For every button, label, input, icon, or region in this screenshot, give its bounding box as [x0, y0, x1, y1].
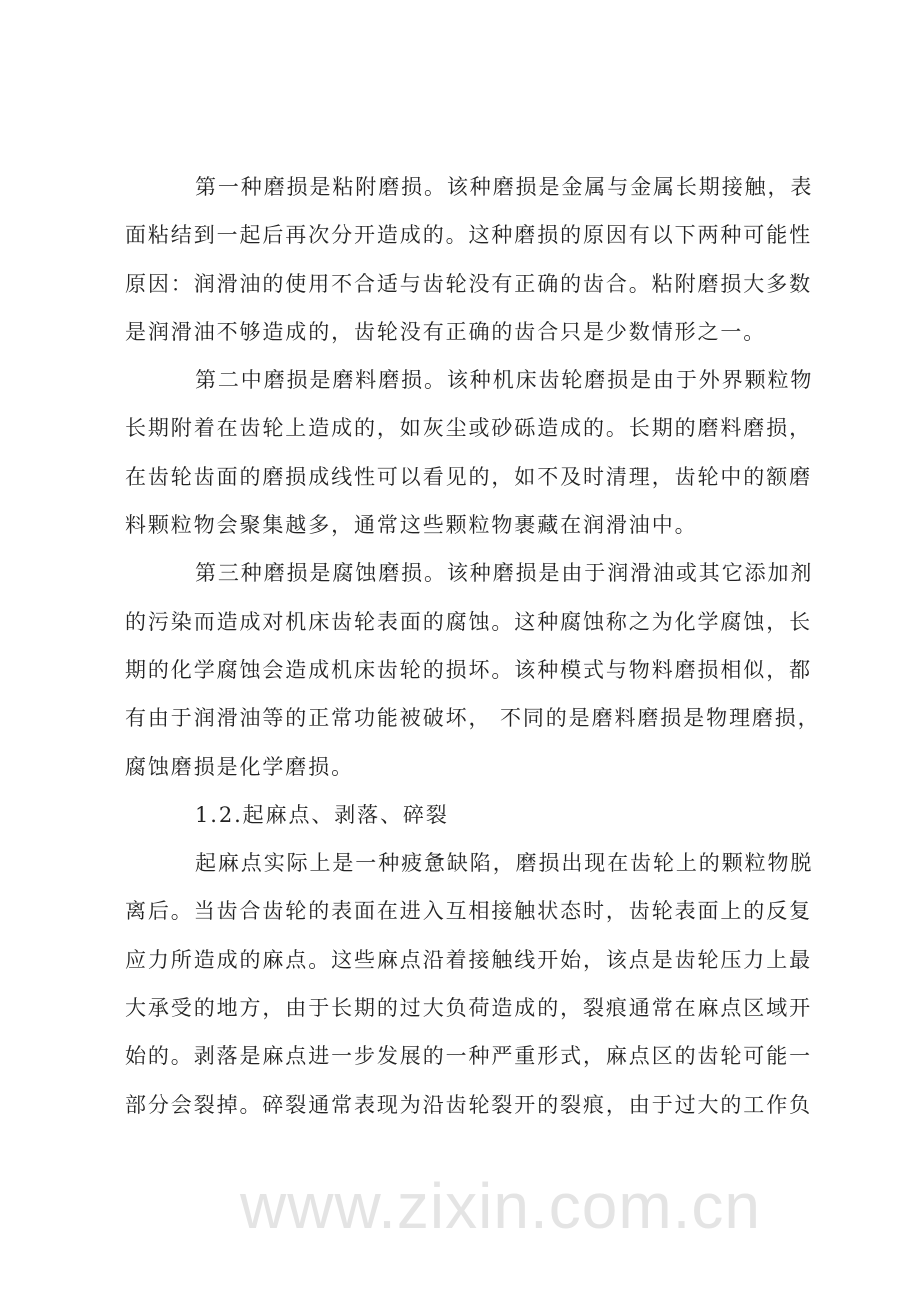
text-line: 面粘结到一起后再次分开造成的。这种磨损的原因有以下两种可能性 [125, 223, 812, 248]
text-line: 起麻点实际上是一种疲惫缺陷，磨损出现在齿轮上的颗粒物脱 [195, 851, 814, 876]
paragraph-pitting [125, 839, 845, 1129]
text-line: 大承受的地方，由于长期的过大负荷造成的，裂痕通常在麻点区域开 [125, 996, 812, 1021]
text-line: 有由于润滑油等的正常功能被破坏， 不同的是磨料磨损是物理磨损， [125, 706, 821, 731]
section-heading [125, 791, 845, 839]
text-line: 的污染而造成对机床齿轮表面的腐蚀。这种腐蚀称之为化学腐蚀，长 [125, 609, 812, 634]
text-line: 部分会裂掉。碎裂通常表现为沿齿轮裂开的裂痕，由于过大的工作负 [125, 1092, 812, 1117]
text-line: 始的。剥落是麻点进一步发展的一种严重形式，麻点区的齿轮可能一 [125, 1044, 812, 1069]
text-line: 第三种磨损是腐蚀磨损。该种磨损是由于润滑油或其它添加剂 [195, 561, 814, 586]
text-line: 应力所造成的麻点。这些麻点沿着接触线开始，该点是齿轮压力上最 [125, 947, 812, 972]
text-line: 腐蚀磨损是化学磨损。 [125, 754, 354, 779]
text-line: 原因：润滑油的使用不合适与齿轮没有正确的齿合。粘附磨损大多数 [125, 271, 812, 296]
text-line: 是润滑油不够造成的，齿轮没有正确的齿合只是少数情形之一。 [125, 319, 767, 344]
watermark: www.zixin.com.cn [240, 1170, 761, 1242]
text-line: 在齿轮齿面的磨损成线性可以看见的，如不及时清理，齿轮中的额磨 [125, 464, 812, 489]
text-line: 长期附着在齿轮上造成的，如灰尘或砂砾造成的。长期的磨料磨损， [125, 416, 812, 441]
text-line: 第一种磨损是粘附磨损。该种磨损是金属与金属长期接触，表 [195, 175, 814, 199]
heading-line: 1.2.起麻点、剥落、碎裂 [195, 802, 449, 827]
paragraph-adhesive-wear [125, 163, 845, 356]
text-line: 料颗粒物会聚集越多，通常这些颗粒物裹藏在润滑油中。 [125, 513, 698, 538]
document-body [125, 163, 845, 1129]
text-line: 第二中磨损是磨料磨损。该种机床齿轮磨损是由于外界颗粒物 [195, 368, 814, 393]
text-line: 离后。当齿合齿轮的表面在进入互相接触状态时，齿轮表面上的反复 [125, 899, 812, 924]
paragraph-abrasive-wear [125, 356, 845, 549]
paragraph-corrosive-wear [125, 549, 845, 790]
text-line: 期的化学腐蚀会造成机床齿轮的损坏。该种模式与物料磨损相似，都 [125, 657, 812, 682]
